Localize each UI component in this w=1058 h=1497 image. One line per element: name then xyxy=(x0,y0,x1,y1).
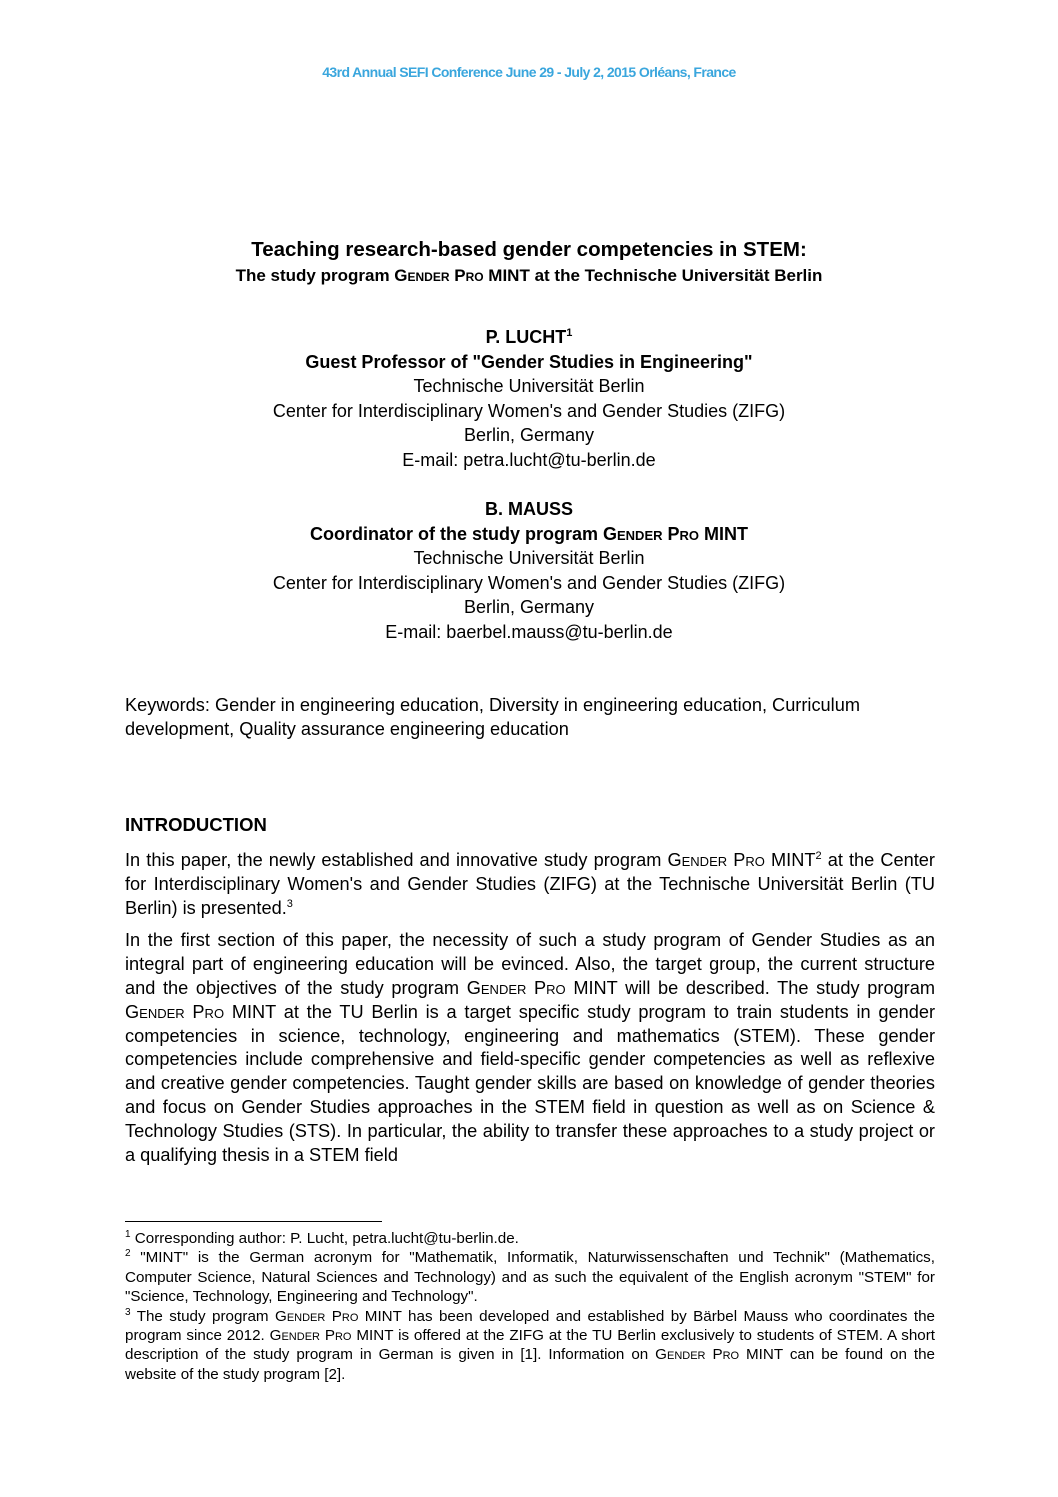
introduction-body xyxy=(125,849,935,1176)
text-run: The study program xyxy=(130,1307,275,1325)
text-run: MINT is offered at the ZIFG at the TU Berlin exclusively to students of STEM. A short description of the study program in German is given in [1]. Information on xyxy=(125,1327,935,1364)
text-run: In the first section of this paper, the necessity of such a study program of Gender Studies as an integral part of engineering education will be evinced. Also, the target group, the current structure and the objectives of the study program xyxy=(125,930,935,998)
author-center: Center for Interdisciplinary Women's and Gender Studies (ZIFG) xyxy=(272,572,786,593)
footnote-2 xyxy=(125,1248,935,1306)
author-location: Berlin, Germany xyxy=(463,425,595,445)
author-block-mauss xyxy=(0,497,1058,644)
text-run: MINT xyxy=(764,850,816,870)
footnote-number: 3 xyxy=(125,1306,131,1318)
program-name: Gender Pro xyxy=(269,1327,352,1345)
footnote-text: "MINT" is the German acronym for "Mathematik, Informatik, Naturwissenschaften und Technik" (Mathematics, Computer Science, Natural Sciences and Technology) and as such the equivalent of the English acronym "STEM" for "Science, Technology, Engineering and Technology". xyxy=(125,1249,935,1306)
intro-paragraph-2 xyxy=(125,929,935,1167)
author-name-text: P. LUCHT xyxy=(485,327,567,347)
footnote-ref: 1 xyxy=(566,327,573,339)
footnote-divider xyxy=(125,1221,382,1222)
author-role xyxy=(0,522,1058,547)
footnote-ref: 3 xyxy=(286,897,293,910)
paper-subtitle xyxy=(0,264,1058,288)
author-center: Center for Interdisciplinary Women's and Gender Studies (ZIFG) xyxy=(272,400,786,421)
program-name: Gender Pro xyxy=(125,1001,225,1022)
footnote-number: 2 xyxy=(125,1248,131,1260)
author-name xyxy=(0,325,1058,350)
keywords: Keywords: Gender in engineering education, Diversity in engineering education, Curriculum development, Quality assurance engineering education xyxy=(125,695,860,739)
footnote-3 xyxy=(125,1307,935,1385)
subtitle-prefix: The study program xyxy=(235,266,395,285)
author-name: B. MAUSS xyxy=(484,499,573,519)
title-block xyxy=(0,236,1058,288)
footnote-ref: 2 xyxy=(815,849,822,862)
intro-paragraph-1 xyxy=(125,849,935,920)
footnote-text: Corresponding author: P. Lucht, petra.lucht@tu-berlin.de. xyxy=(130,1230,519,1247)
author-location: Berlin, Germany xyxy=(463,597,595,617)
role-prefix: Coordinator of the study program xyxy=(309,523,603,544)
text-run: MINT will be described. The study program xyxy=(565,977,935,998)
author-block-lucht xyxy=(0,325,1058,472)
text-run: at the Center for Interdisciplinary Women's and Gender Studies (ZIFG) at the Technische Universität Berlin (TU Berlin) is presented. xyxy=(125,850,935,918)
author-email: E-mail: petra.lucht@tu-berlin.de xyxy=(402,449,656,470)
program-name: Gender Pro xyxy=(655,1346,740,1364)
program-name: Gender Pro xyxy=(466,977,566,998)
conference-header: 43rd Annual SEFI Conference June 29 - July 2, 2015 Orléans, France xyxy=(322,64,736,80)
role-suffix: MINT xyxy=(699,523,749,544)
subtitle-program-name: Gender Pro xyxy=(394,266,484,285)
role-program-name: Gender Pro xyxy=(603,523,700,544)
program-name: Gender Pro xyxy=(667,850,765,870)
author-affiliation: Technische Universität Berlin xyxy=(413,376,645,396)
footnotes xyxy=(125,1229,935,1384)
author-email: E-mail: baerbel.mauss@tu-berlin.de xyxy=(385,621,673,642)
text-run: MINT at the TU Berlin is a target specific study program to train students in gender competencies in science, technology, engineering and mathematics (STEM). These gender competencies include comprehensive and field-specific gender competencies as well as reflexive and creative gender competencies. Taught gender skills are based on knowledge of gender theories and focus on Gender Studies approaches in the STEM field in question as well as on Science & Technology Studies (STS). In particular, the ability to transfer these approaches to a study project or a qualifying thesis in a STEM field xyxy=(125,1001,935,1165)
paper-title: Teaching research-based gender competencies in STEM: xyxy=(251,238,807,261)
footnote-1 xyxy=(125,1229,935,1248)
section-heading-introduction: INTRODUCTION xyxy=(125,814,267,835)
author-role: Guest Professor of "Gender Studies in Engineering" xyxy=(305,351,753,372)
author-affiliation: Technische Universität Berlin xyxy=(413,548,645,568)
text-run: MINT can be found on the website of the study program [2]. xyxy=(125,1346,936,1383)
footnote-number: 1 xyxy=(125,1228,131,1240)
subtitle-suffix: MINT at the Technische Universität Berlin xyxy=(483,266,823,285)
text-run: MINT has been developed and established by Bärbel Mauss who coordinates the program since 2012. xyxy=(125,1307,935,1345)
text-run: In this paper, the newly established and innovative study program xyxy=(125,850,668,870)
program-name: Gender Pro xyxy=(275,1307,359,1325)
